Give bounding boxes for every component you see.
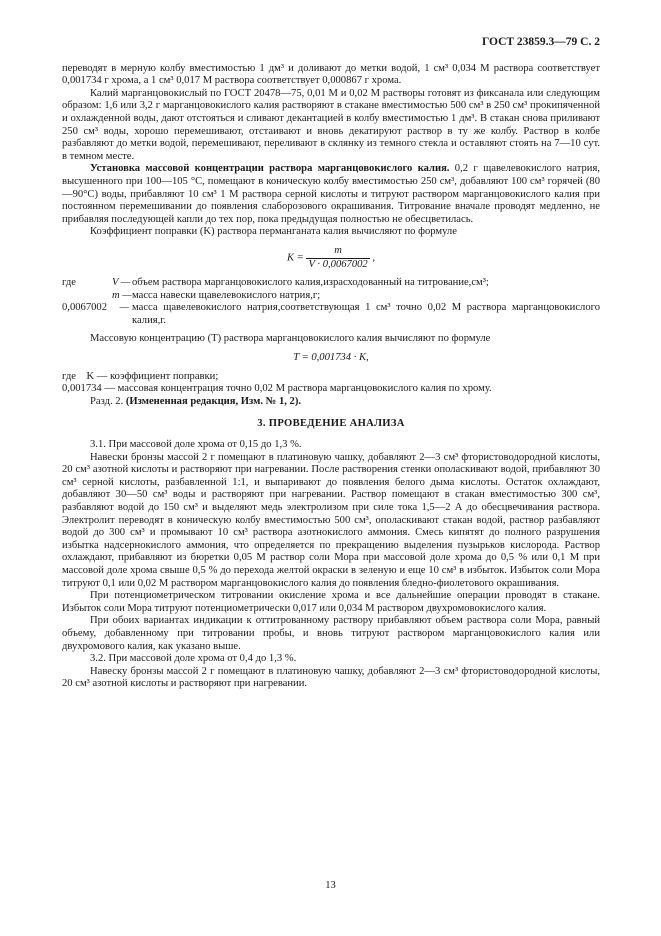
page-number: 13 xyxy=(325,880,336,891)
revision-note-label: Разд. 2. xyxy=(90,395,126,407)
formula-k xyxy=(62,245,600,271)
paragraph: 3.2. При массовой доле хрома от 0,4 до 1,3 %. xyxy=(90,653,297,665)
paragraph: переводят в мерную колбу вместимостью 1 дм³ и доливают до метки водой, 1 см³ 0,034 М раствора соответствует 0,001734 г хрома, а 1 см³ 0,017 М раствора соответствует 0,000867 г хрома. xyxy=(62,62,600,87)
page-header: ГОСТ 23859.3—79 С. 2 xyxy=(481,36,600,48)
paragraph: Калий марганцовокислый по ГОСТ 20478—75, 0,01 М и 0,02 М растворы готовят из фиксанала или следующим образом: 1,6 или 3,2 г марганцовокислого калия растворяют в стакане вместимостью 500 см³ в 250 см³ прокипяченной и охлажденной воды, дают отстояться и сливают декантацией в колбу вместимостью 1 дм³. В стакан снова приливают 250 см³ воды, хорошо перемешивают, отстаивают и вновь декатируют раствор в ту же колбу. Раствор в колбе разбавляют до метки водой, перемешивают, переливают в склянку из темного стекла и оставляют стоять на 7—10 сут. в темном месте. xyxy=(62,87,600,162)
where-label: где xyxy=(62,277,76,289)
paragraph: Коэффициент поправки (K) раствора перманганата калия вычисляют по формуле xyxy=(90,226,457,238)
paragraph: Навеску бронзы массой 2 г помещают в платиновую чашку, добавляют 2—3 см³ фтористоводородной кислоты, 20 см³ азотной кислоты и растворяют при нагревании. xyxy=(62,665,600,690)
paragraph-heading: Установка массовой концентрации раствора марганцовокислого калия. xyxy=(90,163,450,175)
where-definition: объем раствора марганцовокислого калия,израсходованный на титрование,см³; xyxy=(132,277,489,289)
section-heading: 3. ПРОВЕДЕНИЕ АНАЛИЗА xyxy=(257,418,405,430)
where-definition: масса навески щавелевокислого натрия,г; xyxy=(132,289,321,301)
where-label: 0,0067002 xyxy=(62,302,108,314)
document-page xyxy=(62,36,600,691)
where-label xyxy=(62,290,112,303)
where-symbol: — xyxy=(119,302,129,314)
where-symbol: m — xyxy=(112,289,132,301)
paragraph xyxy=(62,163,600,226)
formula-fraction xyxy=(306,245,369,271)
formula-numerator: m xyxy=(306,245,369,259)
where-symbol: V — xyxy=(112,277,131,289)
paragraph: При обоих вариантах индикации к оттитрованному раствору прибавляют объем раствора соли Мора, равный объему, добавленному при титровании пробы, и вновь титруют раствором марганцовокислого калия или двухромового калия, как указано выше. xyxy=(62,615,600,652)
paragraph: 3.1. При массовой доле хрома от 0,15 до 1,3 %. xyxy=(90,439,302,451)
where-line: где K — коэффициент поправки; xyxy=(62,370,219,382)
paragraph xyxy=(62,396,600,409)
where-line: 0,001734 — массовая концентрация точно 0,02 М раствора марганцовокислого калия по хрому. xyxy=(62,383,492,395)
paragraph-text: 0,2 г щавелевокислого натрия, высушенного при 100—105 °С, помещают в коническую колбу вместимостью 250 см³, добавляют 100 см³ горячей (80—90°С) воды, прибавляют 10 см³ 1 М раствора серной кислоты и титруют раствором марганцовокислого калия при постоянном перемешивании до появления слаборозового окрашивания. Титрование вначале проводят медленно, не прибавляя последующей капли до тех пор, пока предыдущая полностью не обесцветилась. xyxy=(62,163,600,225)
paragraph: Массовую концентрацию (T) раствора марганцовокислого калия вычисляют по формуле xyxy=(90,333,491,345)
formula-t: T = 0,001734 · K, xyxy=(293,352,369,364)
revision-note: (Измененная редакция, Изм. № 1, 2). xyxy=(125,395,302,407)
paragraph: При потенциометрическом титровании окисление хрома и все дальнейшие операции проводят в стакане. Избыток соли Мора титруют потенциометрически 0,017 или 0,034 М раствором двухромовокислого калия. xyxy=(62,590,600,614)
where-definition: масса щавелевокислого натрия,соответствующая 1 см³ точно 0,02 М раствора марганцовокислого калия,г. xyxy=(132,302,600,326)
formula-lhs: K = xyxy=(286,252,304,264)
paragraph: Навески бронзы массой 2 г помещают в платиновую чашку, добавляют 2—3 см³ фтористоводородной кислоты, 20 см³ азотной кислоты и растворяют при нагревании. После растворения стенки ополаскивают водой, прибавляют 30 см³ серной кислоты, разбавленной 1:1, и выпаривают до появления белого дыма кислоты. Остаток охлаждают, добавляют 30—50 см³ воды и растворяют при нагревании. Раствор помещают в стакан вместимостью 300 см³, разбавляют водой до 150 см³ и выделяют медь электролизом при силе тока 1,5—2 А до обесцвечивания раствора. Электролит переводят в коническую колбу вместимостью 500 см³, ополаскивают стакан водой, раствор разбавляют водой до 300 см³ и промывают 10 см³ раствора азотнокислого аммония. Смесь кипятят до полного разрушения избытка надсернокислого аммония, что определяется по прекращению выделения пузырьков кислорода. Раствор охлаждают, прибавляют из бюретки 0,05 М раствор соли Мора при массовой доле хрома до 0,5 % или 0,1 М при массовой доле хрома свыше 0,5 % до перехода желтой окраски в зеленую и еще 10 см³ в избыток. Избыток соли Мора титруют 0,1 или 0,02 М раствором марганцовокислого калия до появления бледно-фиолетового окрашивания. xyxy=(62,451,600,589)
formula-denominator: V · 0,0067002 xyxy=(308,258,368,270)
formula-tail: , xyxy=(369,252,376,264)
variable-definitions xyxy=(62,277,600,327)
